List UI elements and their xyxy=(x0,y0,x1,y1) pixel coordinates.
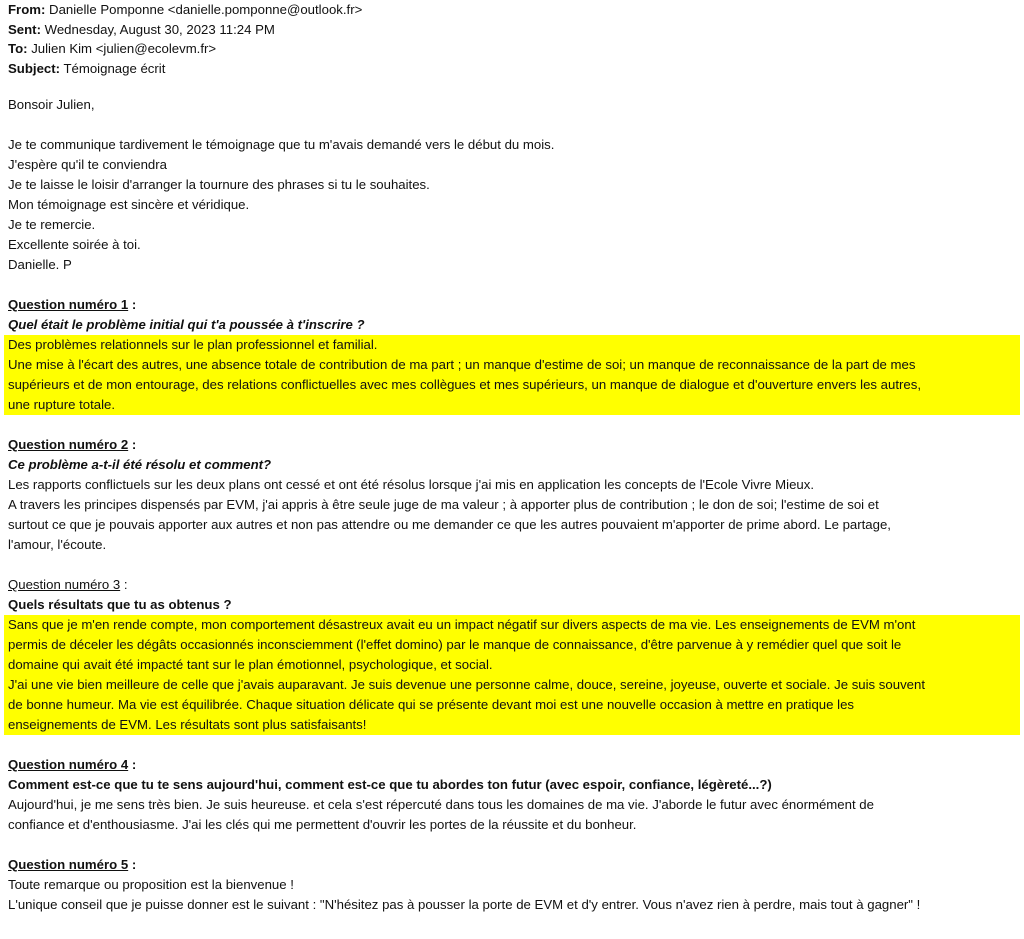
to-row xyxy=(8,39,1016,59)
intro-line: Je te communique tardivement le témoignage que tu m'avais demandé vers le début du mois. xyxy=(8,137,555,152)
sent-label: Sent: xyxy=(8,21,41,37)
answer-line: Aujourd'hui, je me sens très bien. Je suis heureuse. et cela s'est répercuté dans tous les domaines de ma vie. J'aborde le futur avec énormément de xyxy=(8,797,874,812)
highlighted-answer xyxy=(4,615,1020,735)
sent-row xyxy=(8,20,1016,40)
highlighted-answer xyxy=(4,335,1020,415)
answer-line: J'ai une vie bien meilleure de celle que j'avais auparavant. Je suis devenue une personne calme, douce, sereine, joyeuse, ouverte et sociale. Je suis souvent xyxy=(8,677,925,692)
answer-line: une rupture totale. xyxy=(8,397,116,412)
question-heading xyxy=(8,855,1016,875)
question-block-4 xyxy=(8,755,1016,835)
to-value[interactable]: Julien Kim <julien@ecolevm.fr> xyxy=(31,41,217,56)
intro-line: Excellente soirée à toi. xyxy=(8,237,141,252)
sent-value: Wednesday, August 30, 2023 11:24 PM xyxy=(44,21,275,37)
question-colon: : xyxy=(120,577,128,592)
question-heading xyxy=(8,435,1016,455)
question-block-3 xyxy=(8,575,1016,735)
answer-line: permis de déceler les dégâts occasionnés inconsciemment (l'effet domino) par le manque de connaissance, d'être parvenue à y remédier quel que soit le xyxy=(8,637,902,652)
answer-line: de bonne humeur. Ma vie est équilibrée. Chaque situation délicate qui se présente devant moi est une nouvelle occasion à mettre en pratique les xyxy=(8,697,854,712)
question-text: Comment est-ce que tu te sens aujourd'hui, comment est-ce que tu abordes ton futur (avec espoir, confiance, légèreté...?) xyxy=(8,777,772,792)
signature: Danielle. P xyxy=(8,257,72,272)
question-heading xyxy=(8,575,1016,595)
from-label: From: xyxy=(8,2,46,17)
question-block-1 xyxy=(8,295,1016,415)
answer-line: A travers les principes dispensés par EVM, j'ai appris à être seule juge de ma valeur ; à apporter plus de contribution ; le don de soi; l'estime de soi et xyxy=(8,497,879,512)
intro-paragraph xyxy=(8,135,1016,275)
question-label: Question numéro 4 xyxy=(8,757,129,772)
answer-line: Toute remarque ou proposition est la bienvenue ! xyxy=(8,877,294,892)
intro-line: Mon témoignage est sincère et véridique. xyxy=(8,197,250,212)
question-colon: : xyxy=(128,297,137,312)
question-text: Ce problème a-t-il été résolu et comment? xyxy=(8,457,272,472)
question-colon: : xyxy=(128,437,137,452)
answer-line: supérieurs et de mon entourage, des relations conflictuelles avec mes collègues et mes supérieurs, un manque de dialogue et d'ouverture envers les autres, xyxy=(8,377,921,392)
email-body xyxy=(8,0,1016,915)
question-block-2 xyxy=(8,435,1016,555)
from-value[interactable]: Danielle Pomponne <danielle.pomponne@outlook.fr> xyxy=(49,2,363,17)
from-row xyxy=(8,0,1016,20)
subject-row xyxy=(8,59,1016,79)
answer-line: surtout ce que je pouvais apporter aux autres et non pas attendre ou me demander ce que les autres pouvaient m'apporter de prime abord. Le partage, xyxy=(8,517,891,532)
answer-line: Des problèmes relationnels sur le plan professionnel et familial. xyxy=(8,337,378,352)
answer-line: Les rapports conflictuels sur les deux plans ont cessé et ont été résolus lorsque j'ai mis en application les concepts de l'Ecole Vivre Mieux. xyxy=(8,477,814,492)
answer-line: domaine qui avait été impacté tant sur le plan émotionnel, psychologique, et social. xyxy=(8,657,493,672)
question-text: Quels résultats que tu as obtenus ? xyxy=(8,597,232,612)
question-colon: : xyxy=(128,757,137,772)
question-heading xyxy=(8,295,1016,315)
answer-line: confiance et d'enthousiasme. J'ai les clés qui me permettent d'ouvrir les portes de la réussite et du bonheur. xyxy=(8,817,637,832)
question-label: Question numéro 5 xyxy=(8,857,129,872)
intro-line: Je te laisse le loisir d'arranger la tournure des phrases si tu le souhaites. xyxy=(8,177,430,192)
subject-label: Subject: xyxy=(8,60,61,76)
answer-line: Une mise à l'écart des autres, une absence totale de contribution de ma part ; un manque d'estime de soi; un manque de reconnaissance de la part de mes xyxy=(8,357,916,372)
question-label: Question numéro 2 xyxy=(8,437,129,452)
answer-line: L'unique conseil que je puisse donner est le suivant : "N'hésitez pas à pousser la porte de EVM et d'y entrer. Vous n'avez rien à perdre, mais tout à gagner" ! xyxy=(8,897,921,912)
answer-line: Sans que je m'en rende compte, mon comportement désastreux avait eu un impact négatif sur divers aspects de ma vie. Les enseignements de EVM m'ont xyxy=(8,617,916,632)
question-block-5 xyxy=(8,855,1016,915)
greeting: Bonsoir Julien, xyxy=(8,97,95,112)
question-colon: : xyxy=(128,857,137,872)
question-label: Question numéro 3 xyxy=(8,577,121,592)
subject-value: Témoignage écrit xyxy=(63,60,166,76)
question-text: Quel était le problème initial qui t'a poussée à t'inscrire ? xyxy=(8,317,365,332)
answer-line: enseignements de EVM. Les résultats sont plus satisfaisants! xyxy=(8,717,367,732)
question-label: Question numéro 1 xyxy=(8,297,129,312)
to-label: To: xyxy=(8,41,28,56)
intro-line: J'espère qu'il te conviendra xyxy=(8,157,167,172)
email-header xyxy=(8,0,1016,78)
intro-line: Je te remercie. xyxy=(8,217,96,232)
question-heading xyxy=(8,755,1016,775)
answer-line: l'amour, l'écoute. xyxy=(8,537,107,552)
